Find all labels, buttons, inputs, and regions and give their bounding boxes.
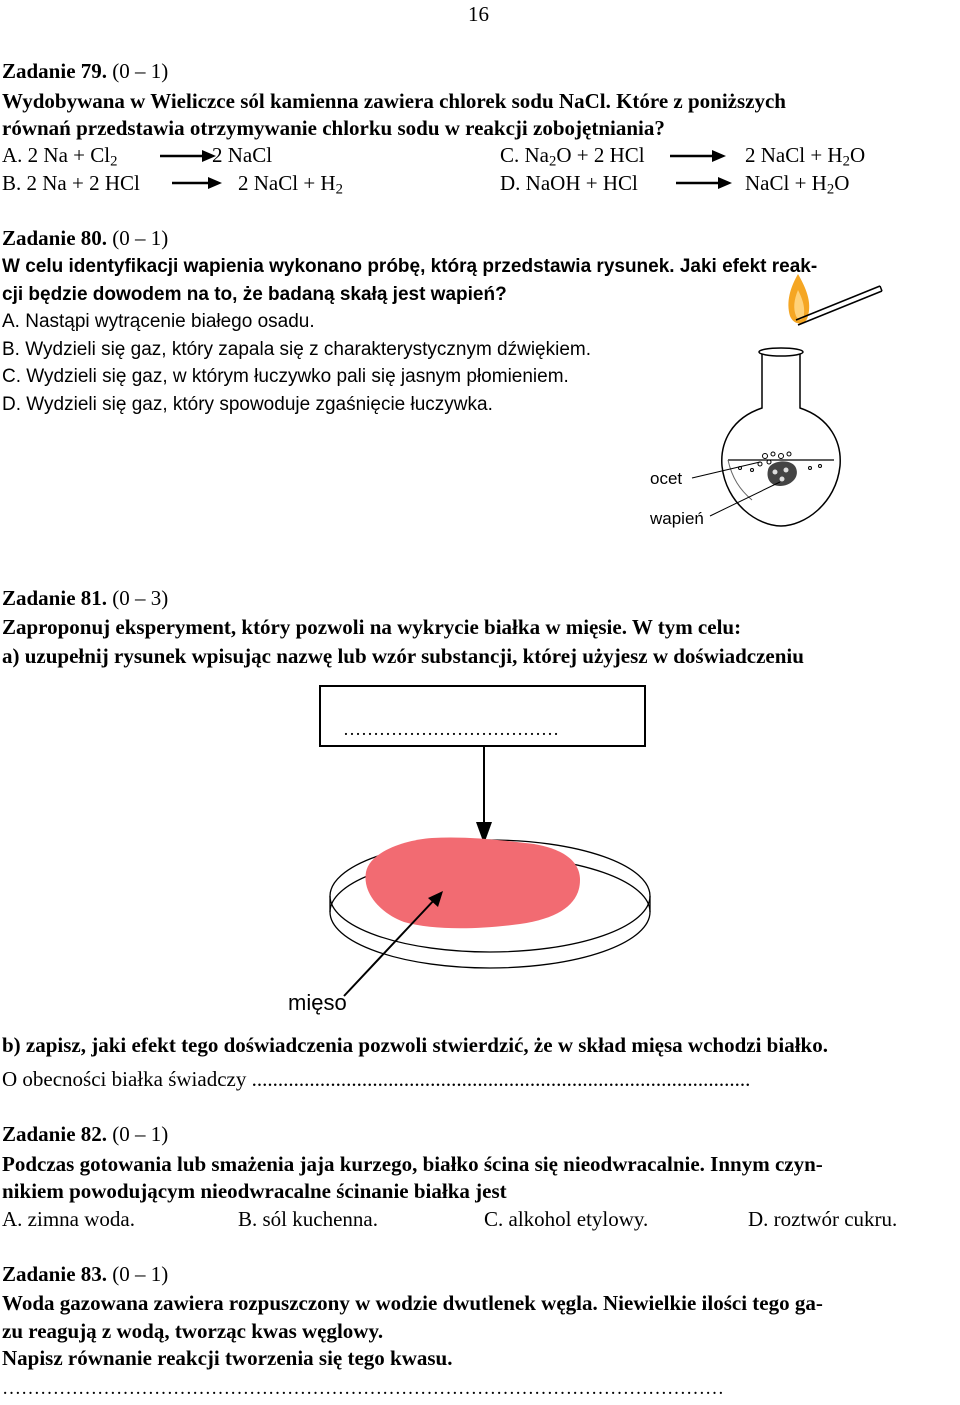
- option-label: B.: [2, 171, 22, 195]
- flask-icon: [722, 348, 840, 526]
- option-label: C.: [500, 143, 520, 167]
- equation-lhs: 2 Na + 2 HCl: [26, 171, 140, 195]
- task-80-question-line1: W celu identyfikacji wapienia wykonano próbę, którą przedstawia rysunek. Jaki efekt reak-: [2, 256, 818, 277]
- task-80-title: Zadanie 80.: [2, 226, 108, 250]
- answer-box-dots: ………………………………: [343, 719, 559, 739]
- page-number: 16: [468, 2, 489, 26]
- task-81-part-b: b) zapisz, jaki efekt tego doświadczenia pozwoli stwierdzić, że w skład mięsa wchodzi białko.: [2, 1033, 828, 1057]
- task-80-question-line2: cji będzie dowodem na to, że badaną skałą jest wapień?: [2, 284, 507, 305]
- task-79-title: Zadanie 79.: [2, 59, 108, 83]
- task-79-option-d-rhs: NaCl + $H_2O$: [745, 171, 850, 198]
- task-80-option-d[interactable]: D. Wydzieli się gaz, który spowoduje zgaśnięcie łuczywka.: [2, 394, 493, 415]
- option-label: A.: [2, 143, 23, 167]
- task-79-question-line1: Wydobywana w Wieliczce sól kamienna zawiera chlorek sodu NaCl. Które z poniższych: [2, 89, 786, 113]
- task-83-question-line2: zu reagują z wodą, tworząc kwas węglowy.: [2, 1319, 384, 1343]
- task-83-points: (0 – 1): [112, 1262, 169, 1286]
- task-81-part-a: a) uzupełnij rysunek wpisując nazwę lub wzór substancji, której użyjesz w doświadczeniu: [2, 644, 804, 668]
- task-83-question-line3: Napisz równanie reakcji tworzenia się tego kwasu.: [2, 1346, 453, 1370]
- task-79-question-line2: równań przedstawia otrzymywanie chlorku sodu w reakcji zobojętniania?: [2, 116, 665, 140]
- label-ocet: ocet: [650, 469, 683, 488]
- task-82-option-b[interactable]: B. sól kuchenna.: [238, 1207, 378, 1231]
- task-82-option-a[interactable]: A. zimna woda.: [2, 1207, 135, 1231]
- reaction-arrow-icon: [172, 174, 222, 190]
- task-81-points: (0 – 3): [112, 586, 169, 610]
- task-83-header: [2, 1261, 168, 1287]
- task-82-question-line1: Podczas gotowania lub smażenia jaja kurzego, białko ścina się nieodwracalnie. Innym czyn-: [2, 1152, 823, 1176]
- equation-lhs: $Na_2O + 2$ HCl: [524, 143, 645, 170]
- substance-answer-box[interactable]: [319, 685, 646, 747]
- task-80-option-c[interactable]: C. Wydzieli się gaz, w którym łuczywko pali się jasnym płomieniem.: [2, 366, 569, 387]
- task-79-option-c[interactable]: [500, 142, 645, 168]
- task-82-option-d[interactable]: D. roztwór cukru.: [748, 1207, 898, 1231]
- task-79-option-a[interactable]: [2, 142, 117, 168]
- meat-sample: [365, 837, 580, 928]
- reaction-arrow-icon: [160, 147, 216, 163]
- task-82-points: (0 – 1): [112, 1122, 169, 1146]
- task-80-header: [2, 225, 168, 251]
- label-wapien: wapień: [650, 509, 704, 528]
- limestone-rock: [768, 461, 797, 486]
- task-79-option-d[interactable]: [500, 170, 638, 196]
- task-81-question-line1: Zaproponuj eksperyment, który pozwoli na wykrycie białka w mięsie. W tym celu:: [2, 615, 742, 639]
- task-82-title: Zadanie 82.: [2, 1122, 108, 1146]
- task-79-option-b-rhs: 2 NaCl + $H_2$: [238, 171, 343, 198]
- task-83-question-line1: Woda gazowana zawiera rozpuszczony w wodzie dwutlenek węgla. Niewielkie ilości tego ga-: [2, 1291, 823, 1315]
- task-82-question-line2: nikiem powodującym nieodwracalne ścinanie białka jest: [2, 1179, 507, 1203]
- task-80-option-b[interactable]: B. Wydzieli się gaz, który zapala się z charakterystycznym dźwiękiem.: [2, 339, 592, 360]
- task-81-title: Zadanie 81.: [2, 586, 108, 610]
- task-82-header: [2, 1121, 168, 1147]
- task-79-option-c-rhs: 2 NaCl + $H_2O$: [745, 143, 866, 170]
- equation-lhs: NaOH + HCl: [525, 171, 638, 195]
- task-80-points: (0 – 1): [112, 226, 169, 250]
- reaction-arrow-icon: [670, 147, 726, 163]
- task-83-answer-line[interactable]: ……………………………………………………………………………………………………: [2, 1378, 724, 1399]
- task-79-option-a-rhs: 2 NaCl: [212, 143, 273, 167]
- equation-lhs: 2 $Na + Cl_2$: [27, 143, 118, 170]
- meat-dish-diagram: [288, 746, 680, 1016]
- task-83-title: Zadanie 83.: [2, 1262, 108, 1286]
- label-mieso: mięso: [288, 990, 347, 1015]
- task-79-option-b[interactable]: [2, 170, 140, 196]
- pointer-ocet: [692, 462, 760, 478]
- task-81-answer-line[interactable]: O obecności białka świadczy ...............................................................................................: [2, 1067, 751, 1091]
- reaction-arrow-icon: [676, 174, 732, 190]
- flask-diagram: [640, 272, 890, 544]
- task-79-header: [2, 58, 168, 84]
- task-82-option-c[interactable]: C. alkohol etylowy.: [484, 1207, 649, 1231]
- task-80-option-a[interactable]: A. Nastąpi wytrącenie białego osadu.: [2, 311, 315, 332]
- task-81-header: [2, 585, 168, 611]
- option-label: D.: [500, 171, 521, 195]
- task-79-points: (0 – 1): [112, 59, 169, 83]
